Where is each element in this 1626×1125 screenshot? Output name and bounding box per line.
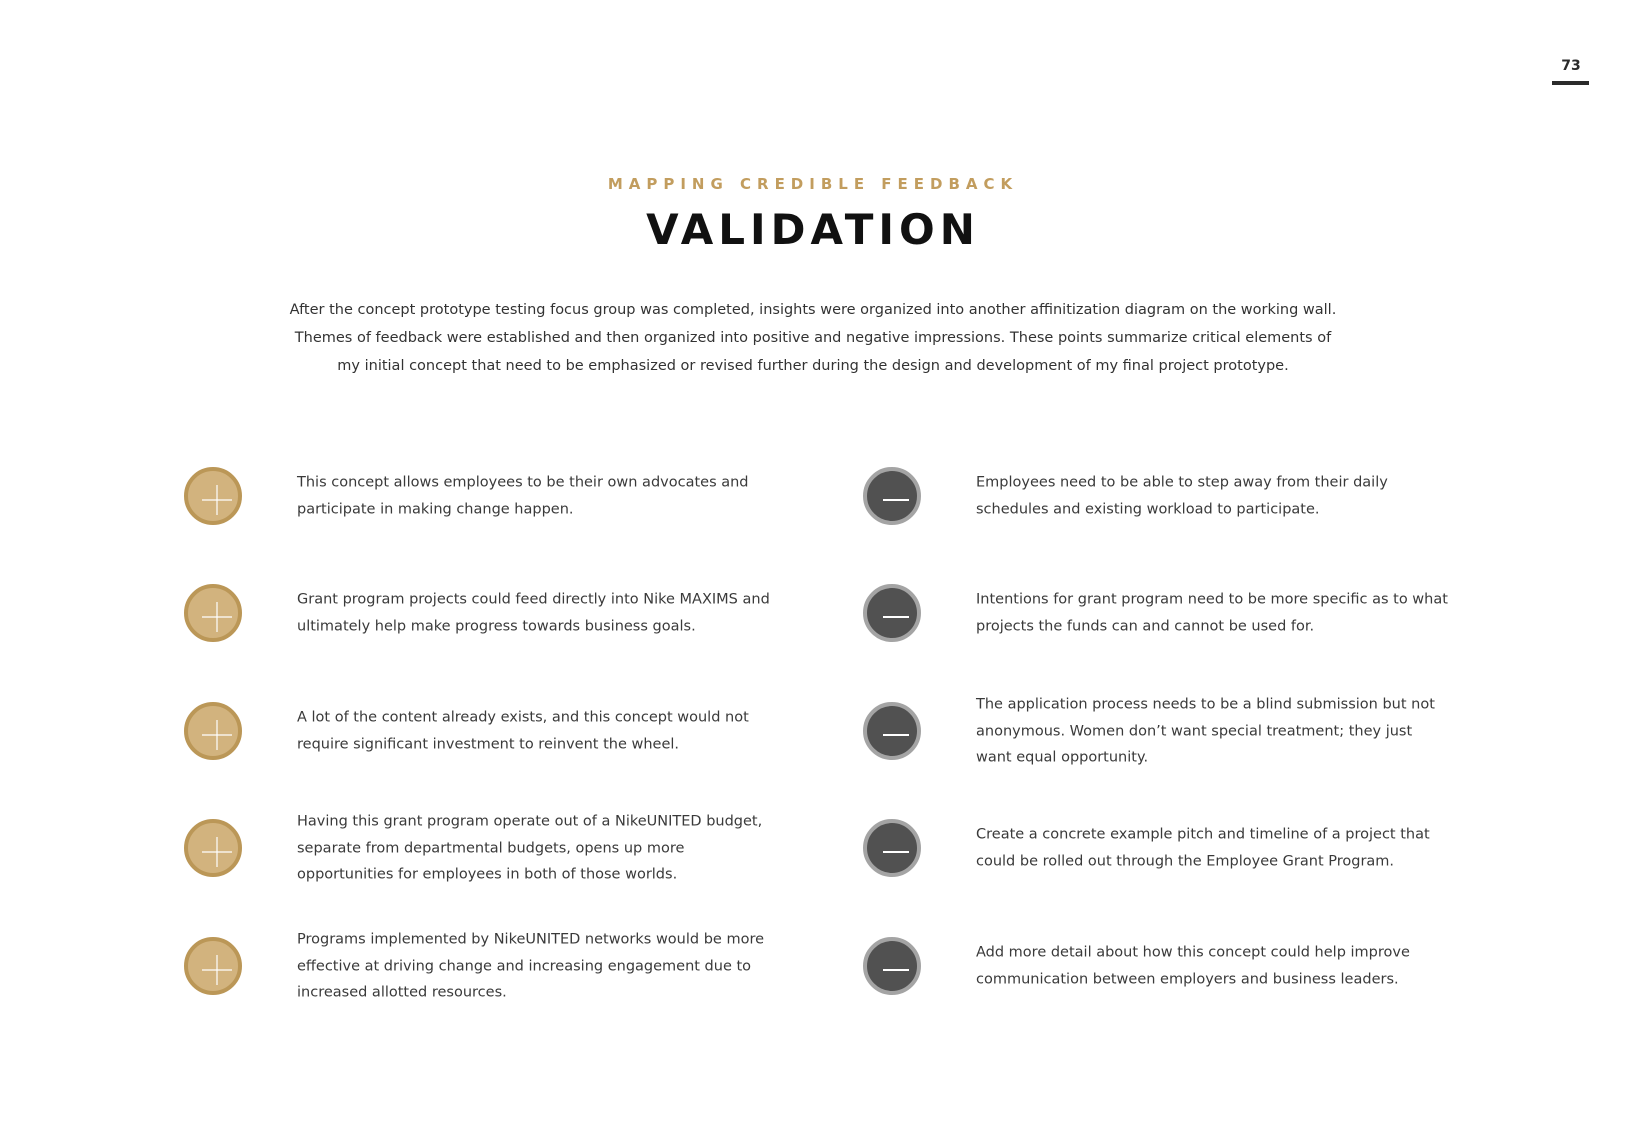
positive-item-text: Having this grant program operate out of a NikeUNITED budget, separate from departmental budgets, opens up more opportunities for employees in both of those worlds. — [297, 813, 763, 883]
minus-icon — [863, 819, 921, 877]
negative-item — [863, 819, 1430, 885]
positive-item-text: A lot of the content already exists, and this concept would not require significant investment to reinvent the wheel. — [297, 709, 749, 752]
positive-item-text: Programs implemented by NikeUNITED networks would be more effective at driving change and increasing engagement due to increased allotted resources. — [297, 931, 765, 1001]
negative-item — [863, 937, 1410, 1003]
negative-item — [863, 584, 1448, 650]
section-eyebrow: MAPPING CREDIBLE FEEDBACK — [607, 175, 1019, 193]
positive-item — [184, 813, 763, 885]
minus-icon — [863, 467, 921, 525]
minus-icon — [863, 937, 921, 995]
plus-icon — [184, 937, 242, 995]
negative-item — [863, 696, 1435, 768]
negative-item-text: Add more detail about how this concept could help improve communication between employers and business leaders. — [976, 944, 1410, 987]
plus-icon — [184, 584, 242, 642]
negative-item — [863, 467, 1388, 533]
positive-item — [184, 931, 765, 1003]
positive-item-text: This concept allows employees to be their own advocates and participate in making change happen. — [297, 474, 749, 517]
page-number-rule — [1552, 81, 1589, 85]
minus-icon — [863, 702, 921, 760]
negative-item-text: The application process needs to be a blind submission but not anonymous. Women don’t want special treatment; they just want equal opportunity. — [976, 696, 1435, 766]
positive-item — [184, 584, 770, 650]
negative-item-text: Employees need to be able to step away from their daily schedules and existing workload to participate. — [976, 474, 1388, 517]
plus-icon — [184, 467, 242, 525]
page-title: VALIDATION — [646, 205, 980, 254]
plus-icon — [184, 702, 242, 760]
negative-item-text: Create a concrete example pitch and timeline of a project that could be rolled out through the Employee Grant Program. — [976, 826, 1430, 869]
positive-item-text: Grant program projects could feed directly into Nike MAXIMS and ultimately help make progress towards business goals. — [297, 591, 770, 634]
positive-item — [184, 702, 749, 768]
negative-item-text: Intentions for grant program need to be more specific as to what projects the funds can and cannot be used for. — [976, 591, 1448, 634]
positive-item — [184, 467, 749, 533]
minus-icon — [863, 584, 921, 642]
intro-paragraph: After the concept prototype testing focus group was completed, insights were organized into another affinitization diagram on the working wall. Themes of feedback were established and then organized into positive and negative impressions. These points summarize critical elements of my initial concept that need to be emphasized or revised further during the design and development of my final project prototype. — [289, 302, 1337, 374]
plus-icon — [184, 819, 242, 877]
page-number: 73 — [1561, 58, 1581, 74]
